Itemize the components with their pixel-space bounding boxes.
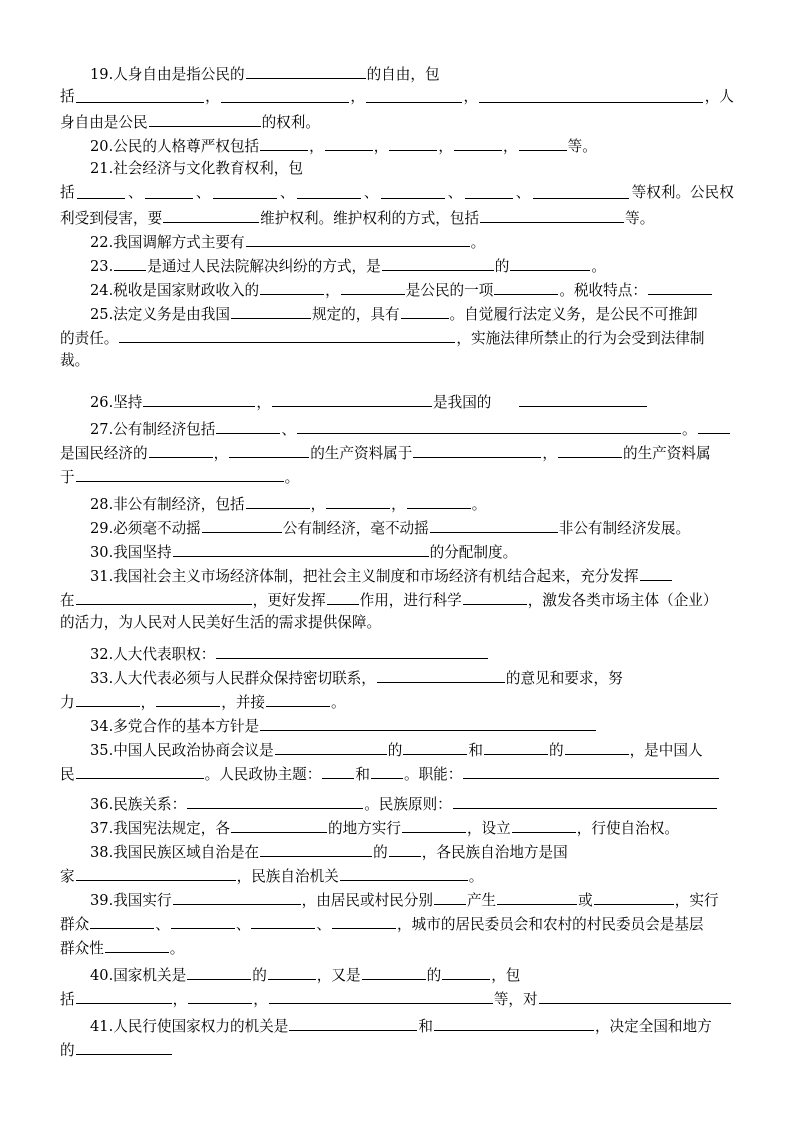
question-text: ，更好发挥 (252, 592, 326, 609)
answer-blank[interactable] (143, 389, 255, 407)
answer-blank[interactable] (442, 962, 490, 980)
question-text: 的 (60, 1042, 75, 1059)
question-text: 。 (468, 868, 484, 885)
question-text: 括 (60, 184, 75, 201)
question-text: 非公有制经济发展。 (558, 520, 691, 537)
answer-blank[interactable] (149, 109, 261, 127)
answer-blank[interactable] (519, 133, 567, 151)
question-text: 的生产资料属于 (310, 445, 413, 462)
answer-blank[interactable] (430, 515, 558, 533)
question-text: ， (438, 138, 453, 155)
question-text: 、 (279, 184, 295, 201)
question-line (60, 349, 734, 373)
answer-blank[interactable] (512, 815, 576, 833)
answer-blank[interactable] (340, 863, 468, 881)
answer-blank[interactable] (119, 325, 455, 343)
question-line (90, 61, 734, 85)
answer-blank[interactable] (434, 887, 466, 905)
question-text: ，各民族自治地方是国 (421, 844, 568, 861)
answer-blank[interactable] (149, 440, 213, 458)
answer-blank[interactable] (413, 440, 541, 458)
answer-blank[interactable] (341, 277, 405, 295)
question-text: ，人 (704, 88, 734, 105)
question-text: 35.中国人民政治协商会议是 (90, 742, 274, 759)
question-line (90, 416, 734, 440)
answer-blank[interactable] (231, 815, 327, 833)
answer-blank[interactable] (594, 887, 674, 905)
answer-blank[interactable] (163, 205, 259, 223)
answer-blank[interactable] (145, 181, 193, 199)
question-line (60, 587, 734, 611)
question-text: 的生产资料属 (622, 445, 711, 462)
answer-blank[interactable] (565, 737, 629, 755)
question-text: ，民族自治机关 (236, 868, 339, 885)
question-text: 。 (470, 234, 486, 251)
question-text: 括 (60, 991, 75, 1008)
answer-blank[interactable] (465, 181, 513, 199)
question-line (90, 815, 734, 839)
question-text: ，城市的居民委员会和农村的村民委员会是基层 (397, 916, 704, 933)
question-text: 的权利。 (261, 114, 320, 131)
answer-blank[interactable] (268, 962, 316, 980)
question-text: 。 (284, 469, 300, 486)
question-text: 27.公有制经济包括 (90, 421, 216, 438)
answer-blank[interactable] (539, 986, 731, 1004)
question-text: 、 (316, 916, 332, 933)
question-text: 。 (591, 258, 606, 275)
question-text: 的 (494, 258, 510, 275)
answer-blank[interactable] (322, 761, 354, 779)
answer-blank[interactable] (213, 181, 277, 199)
question-text: ， (213, 445, 229, 462)
answer-blank[interactable] (188, 986, 252, 1004)
answer-blank[interactable] (484, 737, 548, 755)
question-line (90, 539, 734, 563)
question-text: 。 (471, 496, 487, 513)
answer-blank[interactable] (77, 181, 125, 199)
question-text: 。自觉履行法定义务，是公民不可推卸 (449, 306, 698, 323)
question-text: 和 (355, 766, 370, 783)
question-text: ， (350, 88, 365, 105)
answer-blank[interactable] (246, 229, 470, 247)
answer-blank[interactable] (229, 440, 309, 458)
answer-blank[interactable] (297, 416, 681, 434)
answer-blank[interactable] (216, 641, 488, 659)
answer-blank[interactable] (326, 491, 390, 509)
answer-blank[interactable] (389, 133, 437, 151)
answer-blank[interactable] (187, 962, 251, 980)
question-text: ，并接 (221, 694, 266, 711)
answer-blank[interactable] (269, 986, 493, 1004)
question-line (90, 277, 734, 301)
answer-blank[interactable] (266, 689, 330, 707)
answer-blank[interactable] (272, 389, 432, 407)
answer-blank[interactable] (558, 440, 622, 458)
answer-blank[interactable] (76, 85, 204, 103)
question-text: 32.人大代表职权： (90, 646, 216, 663)
question-text: ， (373, 138, 389, 155)
question-text: ，激发各类市场主体（企业） (527, 592, 718, 609)
question-line (60, 986, 734, 1010)
answer-blank[interactable] (231, 301, 311, 319)
answer-blank[interactable] (698, 416, 730, 434)
question-text: 力 (60, 694, 75, 711)
answer-blank[interactable] (251, 911, 315, 929)
question-text: 25.法定义务是由我国 (90, 306, 230, 323)
question-text: 、 (155, 916, 170, 933)
question-text: 22.我国调解方式主要有 (90, 234, 245, 251)
answer-blank[interactable] (479, 85, 703, 103)
question-line (60, 761, 734, 785)
question-text: 公有制经济，毫不动摇 (282, 520, 429, 537)
question-text: 括 (60, 88, 75, 105)
question-text: 、 (281, 421, 296, 438)
answer-blank[interactable] (454, 133, 502, 151)
question-text: 的 (548, 742, 564, 759)
answer-blank[interactable] (260, 133, 308, 151)
answer-blank[interactable] (519, 389, 647, 407)
question-line (90, 887, 734, 911)
question-text: 。 (681, 421, 697, 438)
question-line (90, 713, 734, 737)
answer-blank[interactable] (389, 839, 421, 857)
answer-blank[interactable] (289, 1013, 417, 1031)
question-text: 。职能： (403, 766, 463, 783)
question-text: ， (325, 282, 340, 299)
question-line (90, 157, 734, 181)
question-text: ，包 (491, 967, 521, 984)
answer-blank[interactable] (216, 416, 280, 434)
question-line (60, 611, 734, 635)
question-line (90, 301, 734, 325)
question-text: 38.我国民族区域自治是在 (90, 844, 260, 861)
question-text: ，由居民或村民分别 (301, 892, 433, 909)
question-text: 的 (426, 967, 442, 984)
answer-blank[interactable] (114, 253, 146, 271)
question-text: 和 (468, 742, 483, 759)
answer-blank[interactable] (371, 761, 403, 779)
question-text: 在 (60, 592, 75, 609)
question-text: 等权利。公民权 (631, 184, 734, 201)
answer-blank[interactable] (381, 181, 445, 199)
answer-blank[interactable] (76, 986, 172, 1004)
answer-blank[interactable] (533, 181, 629, 199)
question-line (60, 689, 734, 713)
answer-blank[interactable] (76, 587, 252, 605)
question-text: 家 (60, 868, 75, 885)
question-line (60, 440, 734, 464)
question-text: ，实施法律所禁止的行为会受到法律制 (456, 330, 705, 347)
answer-blank[interactable] (510, 253, 590, 271)
question-text: 等。 (567, 138, 597, 155)
answer-blank[interactable] (260, 839, 372, 857)
question-text: 30.我国坚持 (90, 544, 172, 561)
question-line (90, 737, 734, 761)
question-text: ， (309, 138, 324, 155)
answer-blank[interactable] (494, 277, 558, 295)
answer-blank[interactable] (171, 911, 235, 929)
question-text: 。税收特点： (559, 282, 647, 299)
answer-blank[interactable] (640, 563, 672, 581)
question-text: 37.我国宪法规定，各 (90, 820, 230, 837)
question-text: 、 (515, 184, 531, 201)
answer-blank[interactable] (382, 253, 494, 271)
question-text: 、 (127, 184, 143, 201)
question-text: 23. (90, 258, 114, 275)
question-text: 。民族原则： (364, 796, 452, 813)
question-text: 身自由是公民 (60, 114, 148, 131)
question-text: 、 (235, 916, 251, 933)
question-line (90, 515, 734, 539)
question-line (60, 85, 734, 109)
question-text: ， (391, 496, 406, 513)
question-text: 是我国的 (433, 394, 492, 411)
question-line (90, 641, 734, 665)
answer-blank[interactable] (463, 761, 719, 779)
answer-blank[interactable] (246, 61, 366, 79)
answer-blank[interactable] (156, 689, 220, 707)
question-text: 的 (252, 967, 267, 984)
question-text: ，是中国人 (629, 742, 703, 759)
answer-blank[interactable] (453, 791, 717, 809)
question-text: 40.国家机关是 (90, 967, 187, 984)
answer-blank[interactable] (76, 1037, 172, 1055)
answer-blank[interactable] (173, 539, 429, 557)
question-text: 群众性 (60, 940, 104, 957)
question-line (90, 253, 734, 277)
question-text: ，决定全国和地方 (594, 1018, 712, 1035)
answer-blank[interactable] (187, 791, 363, 809)
question-text: ， (172, 991, 188, 1008)
question-text: 是通过人民法院解决纠纷的方式，是 (147, 258, 381, 275)
answer-blank[interactable] (401, 301, 449, 319)
question-text: 21.社会经济与文化教育权利，包 (90, 160, 303, 177)
question-text: 33.人大代表必须与人民群众保持密切联系， (90, 670, 376, 687)
question-text: 、 (363, 184, 379, 201)
answer-blank[interactable] (246, 491, 310, 509)
question-text: 、 (447, 184, 463, 201)
question-text: ， (542, 445, 557, 462)
question-text: 产生 (466, 892, 497, 909)
answer-blank[interactable] (90, 911, 154, 929)
answer-blank[interactable] (463, 587, 527, 605)
answer-blank[interactable] (648, 277, 712, 295)
question-text: 28.非公有制经济，包括 (90, 496, 245, 513)
question-text: ，实行 (674, 892, 719, 909)
question-text: 和 (418, 1018, 433, 1035)
question-text: 。 (331, 694, 346, 711)
question-line (90, 791, 734, 815)
answer-blank[interactable] (480, 205, 624, 223)
answer-blank[interactable] (325, 133, 373, 151)
question-line (60, 325, 734, 349)
question-text: 规定的，具有 (311, 306, 400, 323)
answer-blank[interactable] (407, 491, 471, 509)
answer-blank[interactable] (202, 515, 282, 533)
question-line (60, 205, 734, 229)
question-line (60, 935, 734, 959)
question-text: 作用，进行科学 (359, 592, 462, 609)
answer-blank[interactable] (497, 887, 577, 905)
question-text: 于 (60, 469, 75, 486)
question-text: 24.税收是国家财政收入的 (90, 282, 260, 299)
answer-blank[interactable] (366, 85, 462, 103)
question-text: 39.我国实行 (90, 892, 172, 909)
question-text: 29.必须毫不动摇 (90, 520, 201, 537)
question-text: 群众 (60, 916, 90, 933)
answer-blank[interactable] (434, 1013, 594, 1031)
question-text: 民 (60, 766, 75, 783)
question-text: 34.多党合作的基本方针是 (90, 718, 260, 735)
answer-blank[interactable] (275, 737, 387, 755)
question-text: 等。 (625, 210, 655, 227)
answer-blank[interactable] (402, 815, 466, 833)
question-line (90, 229, 734, 253)
question-text: 。人民政协主题： (204, 766, 322, 783)
question-text: 维护权利。维护权利的方式，包括 (260, 210, 480, 227)
question-text: ， (463, 88, 479, 105)
question-text: ， (253, 991, 268, 1008)
question-text: 20.公民的人格尊严权包括 (90, 138, 260, 155)
question-text: 等，对 (493, 991, 538, 1008)
question-text: 利受到侵害，要 (60, 210, 163, 227)
question-text: 的 (387, 742, 403, 759)
question-line (90, 491, 734, 515)
answer-blank[interactable] (327, 587, 359, 605)
question-text: 裁。 (60, 352, 90, 369)
question-line (90, 1013, 734, 1037)
answer-blank[interactable] (76, 689, 140, 707)
answer-blank[interactable] (105, 935, 169, 953)
answer-blank[interactable] (260, 713, 596, 731)
question-text: ， (502, 138, 518, 155)
question-text: 的活力，为人民对人民美好生活的需求提供保障。 (60, 614, 382, 631)
question-text: 31.我国社会主义市场经济体制，把社会主义制度和市场经济有机结合起来，充分发挥 (90, 568, 639, 585)
answer-blank[interactable] (403, 737, 467, 755)
question-text: 的自由，包 (366, 66, 440, 83)
question-text: 的分配制度。 (429, 544, 518, 561)
answer-blank[interactable] (173, 887, 301, 905)
question-text: 的责任。 (60, 330, 119, 347)
question-text: 。 (169, 940, 185, 957)
answer-blank[interactable] (76, 464, 284, 482)
question-text: 41.人民行使国家权力的机关是 (90, 1018, 289, 1035)
question-line (60, 863, 734, 887)
question-line (60, 181, 734, 205)
question-text: 是公民的一项 (405, 282, 494, 299)
question-text: 的意见和要求，努 (505, 670, 623, 687)
question-line (90, 962, 734, 986)
answer-blank[interactable] (332, 911, 396, 929)
question-line (90, 563, 734, 587)
question-text: 19.人身自由是指公民的 (90, 66, 245, 83)
question-text: ，设立 (466, 820, 511, 837)
question-text: ， (205, 88, 220, 105)
answer-blank[interactable] (377, 665, 505, 683)
question-text: 的 (373, 844, 388, 861)
question-line (60, 464, 734, 488)
question-line (90, 665, 734, 689)
question-line (60, 1037, 734, 1061)
answer-blank[interactable] (76, 863, 236, 881)
question-text: ，行使自治权。 (576, 820, 679, 837)
question-text: 36.民族关系： (90, 796, 187, 813)
question-text: ， (140, 694, 156, 711)
answer-blank[interactable] (76, 761, 204, 779)
answer-blank[interactable] (260, 277, 324, 295)
question-text: 26.坚持 (90, 394, 143, 411)
question-text: ， (310, 496, 326, 513)
question-text: 或 (578, 892, 593, 909)
answer-blank[interactable] (221, 85, 349, 103)
question-text: 的地方实行 (327, 820, 401, 837)
question-line (90, 839, 734, 863)
answer-blank[interactable] (362, 962, 426, 980)
question-line (60, 109, 734, 133)
question-text: ，又是 (316, 967, 361, 984)
question-text: ， (256, 394, 272, 411)
question-line (90, 133, 734, 157)
question-text: 是国民经济的 (60, 445, 148, 462)
answer-blank[interactable] (297, 181, 361, 199)
question-line (90, 389, 734, 413)
question-line (60, 911, 734, 935)
question-text: 、 (195, 184, 211, 201)
